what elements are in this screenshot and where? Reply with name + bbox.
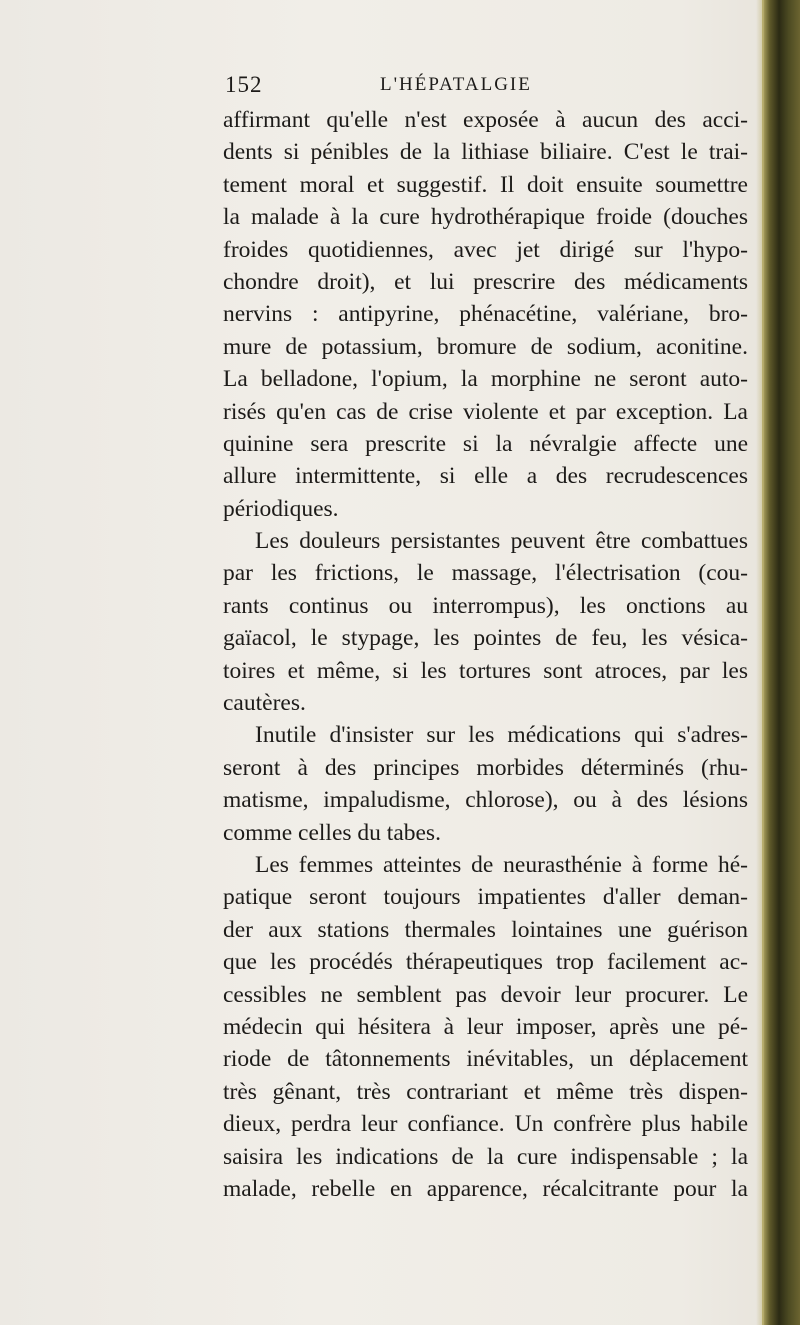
text-line: chondre droit), et lui prescrire des médicaments [223, 268, 748, 295]
text-line: Inutile d'insister sur les médications qui s'adres- [255, 722, 748, 749]
text-line: dieux, perdra leur confiance. Un confrère plus habile [223, 1111, 748, 1138]
text-line: La belladone, l'opium, la morphine ne seront auto- [223, 366, 748, 393]
page-header [225, 72, 745, 102]
text-line: cautères. [223, 690, 306, 717]
text-line: malade, rebelle en apparence, récalcitrante pour la [223, 1175, 748, 1202]
text-line: riode de tâtonnements inévitables, un déplacement [223, 1046, 748, 1073]
text-line: froides quotidiennes, avec jet dirigé sur l'hypo- [223, 236, 748, 263]
text-line: der aux stations thermales lointaines une guérison [223, 916, 748, 943]
page-number: 152 [225, 72, 263, 97]
text-line: risés qu'en cas de crise violente et par exception. La [223, 398, 748, 425]
text-line: que les procédés thérapeutiques trop facilement ac- [223, 949, 748, 976]
text-line: gaïacol, le stypage, les pointes de feu, les vésica- [223, 625, 748, 652]
text-line: toires et même, si les tortures sont atroces, par les [223, 657, 748, 684]
text-line: périodiques. [223, 495, 339, 522]
body-text [223, 104, 748, 1205]
text-line: allure intermittente, si elle a des recrudescences [223, 463, 748, 490]
text-line: par les frictions, le massage, l'électrisation (cou- [223, 560, 748, 587]
text-line: Les douleurs persistantes peuvent être combattues [255, 528, 748, 555]
running-title: L'HÉPATALGIE [380, 74, 532, 95]
text-line: nervins : antipyrine, phénacétine, valériane, bro- [223, 301, 748, 328]
book-binding-edge [762, 0, 800, 1325]
text-line: médecin qui hésitera à leur imposer, après une pé- [223, 1013, 748, 1040]
text-line: la malade à la cure hydrothérapique froide (douches [223, 204, 748, 231]
text-line: quinine sera prescrite si la névralgie affecte une [223, 430, 748, 457]
text-line: tement moral et suggestif. Il doit ensuite soumettre [223, 171, 748, 198]
text-line: dents si pénibles de la lithiase biliaire. C'est le trai- [223, 139, 748, 166]
text-line: affirmant qu'elle n'est exposée à aucun des acci- [223, 107, 748, 133]
text-line: cessibles ne semblent pas devoir leur procurer. Le [223, 981, 748, 1008]
text-line: matisme, impaludisme, chlorose), ou à des lésions [223, 787, 748, 814]
text-line: Les femmes atteintes de neurasthénie à forme hé- [255, 851, 748, 878]
text-line: très gênant, très contrariant et même très dispen- [223, 1078, 748, 1105]
text-line: patique seront toujours impatientes d'aller deman- [223, 884, 748, 911]
text-line: mure de potassium, bromure de sodium, aconitine. [223, 333, 748, 360]
text-line: seront à des principes morbides déterminés (rhu- [223, 754, 748, 781]
text-line: saisira les indications de la cure indispensable ; la [223, 1143, 748, 1170]
text-line: rants continus ou interrompus), les onctions au [223, 592, 748, 619]
text-line: comme celles du tabes. [223, 819, 441, 846]
